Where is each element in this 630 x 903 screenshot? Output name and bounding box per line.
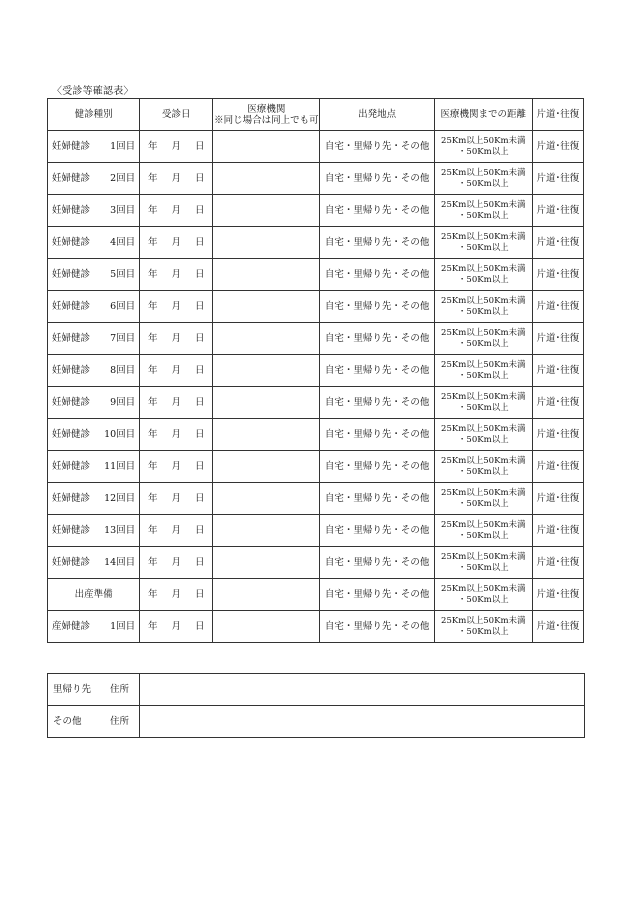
date-cell[interactable] (140, 195, 213, 227)
kind-cell (48, 131, 140, 163)
year-label: 年 (147, 461, 158, 472)
trip-options[interactable]: 片道･往復 (532, 323, 583, 355)
kind-cell (48, 611, 140, 643)
checkup-type: 妊婦健診 (52, 493, 91, 504)
day-label: 日 (194, 333, 205, 344)
distance-option-range: 25Km以上50Km未満 (441, 264, 526, 274)
table-row (48, 291, 584, 323)
day-label: 日 (194, 173, 205, 184)
table-row (48, 227, 584, 259)
distance-option-range: 25Km以上50Km未満 (441, 456, 526, 466)
date-cell[interactable] (140, 131, 213, 163)
checkup-count: 3回目 (110, 205, 136, 216)
distance-options[interactable] (434, 195, 532, 227)
origin-options[interactable]: 自宅・里帰り先・その他 (320, 163, 434, 195)
origin-options[interactable]: 自宅・里帰り先・その他 (320, 419, 434, 451)
year-label: 年 (147, 333, 158, 344)
date-cell[interactable] (140, 387, 213, 419)
table-row (48, 355, 584, 387)
kind-cell (48, 451, 140, 483)
trip-options[interactable]: 片道･往復 (532, 259, 583, 291)
origin-options[interactable]: 自宅・里帰り先・その他 (320, 579, 434, 611)
kind-cell (48, 579, 140, 611)
checkup-type: 妊婦健診 (52, 365, 91, 376)
form-caption: 〈受診等確認表〉 (52, 86, 134, 97)
day-label: 日 (194, 589, 205, 600)
distance-options[interactable] (434, 515, 532, 547)
distance-option-over: ・50Km以上 (457, 274, 509, 285)
day-label: 日 (194, 397, 205, 408)
month-label: 月 (171, 525, 181, 536)
month-label: 月 (171, 141, 181, 152)
month-label: 月 (171, 621, 181, 632)
distance-options[interactable] (434, 291, 532, 323)
table-row (48, 515, 584, 547)
trip-options[interactable]: 片道･往復 (532, 547, 583, 579)
distance-option-range: 25Km以上50Km未満 (441, 360, 526, 370)
origin-options[interactable]: 自宅・里帰り先・その他 (320, 483, 434, 515)
month-label: 月 (171, 397, 181, 408)
date-cell[interactable] (140, 547, 213, 579)
day-label: 日 (194, 525, 205, 536)
header-date: 受診日 (140, 99, 213, 131)
distance-options[interactable] (434, 355, 532, 387)
distance-options[interactable] (434, 259, 532, 291)
facility-cell[interactable] (213, 547, 320, 579)
year-label: 年 (147, 397, 158, 408)
kind-cell (48, 323, 140, 355)
year-label: 年 (147, 365, 158, 376)
trip-options[interactable]: 片道･往復 (532, 419, 583, 451)
month-label: 月 (171, 173, 181, 184)
address-label-cell (48, 674, 140, 706)
distance-options[interactable] (434, 611, 532, 643)
year-label: 年 (147, 621, 158, 632)
address-field-label: 住所 (109, 716, 129, 727)
month-label: 月 (171, 365, 181, 376)
year-label: 年 (147, 237, 158, 248)
distance-option-over: ・50Km以上 (457, 242, 509, 253)
date-cell[interactable] (140, 323, 213, 355)
distance-option-over: ・50Km以上 (457, 626, 509, 637)
kind-cell (48, 355, 140, 387)
distance-option-over: ・50Km以上 (457, 434, 509, 445)
origin-options[interactable]: 自宅・里帰り先・その他 (320, 227, 434, 259)
trip-options[interactable]: 片道･往復 (532, 227, 583, 259)
address-table (47, 673, 585, 738)
day-label: 日 (194, 237, 205, 248)
kind-cell (48, 547, 140, 579)
checkup-type: 妊婦健診 (52, 333, 91, 344)
distance-options[interactable] (434, 483, 532, 515)
table-row (48, 451, 584, 483)
address-label: 里帰り先 (53, 684, 92, 695)
address-input-home[interactable] (140, 674, 585, 706)
facility-cell[interactable] (213, 291, 320, 323)
checkup-type: 妊婦健診 (52, 557, 91, 568)
distance-option-over: ・50Km以上 (457, 562, 509, 573)
distance-options[interactable] (434, 451, 532, 483)
distance-option-range: 25Km以上50Km未満 (441, 296, 526, 306)
date-cell[interactable] (140, 355, 213, 387)
distance-option-over: ・50Km以上 (457, 498, 509, 509)
distance-option-range: 25Km以上50Km未満 (441, 616, 526, 626)
checkup-count: 10回目 (104, 429, 136, 440)
checkup-type: 出産準備 (74, 589, 113, 600)
day-label: 日 (194, 141, 205, 152)
day-label: 日 (194, 365, 205, 376)
year-label: 年 (147, 173, 158, 184)
distance-options[interactable] (434, 131, 532, 163)
facility-cell[interactable] (213, 227, 320, 259)
month-label: 月 (171, 429, 181, 440)
month-label: 月 (171, 461, 181, 472)
checkup-type: 妊婦健診 (52, 205, 91, 216)
trip-options[interactable]: 片道･往復 (532, 515, 583, 547)
table-row (48, 131, 584, 163)
year-label: 年 (147, 429, 158, 440)
header-facility (213, 99, 320, 131)
date-cell[interactable] (140, 579, 213, 611)
month-label: 月 (171, 333, 181, 344)
year-label: 年 (147, 141, 158, 152)
distance-options[interactable] (434, 227, 532, 259)
facility-cell[interactable] (213, 131, 320, 163)
checkup-count: 4回目 (110, 237, 136, 248)
distance-option-range: 25Km以上50Km未満 (441, 392, 526, 402)
table-row (48, 387, 584, 419)
distance-option-range: 25Km以上50Km未満 (441, 488, 526, 498)
date-cell[interactable] (140, 419, 213, 451)
kind-cell (48, 291, 140, 323)
date-cell[interactable] (140, 291, 213, 323)
checkup-type: 妊婦健診 (52, 397, 91, 408)
facility-cell[interactable] (213, 483, 320, 515)
origin-options[interactable]: 自宅・里帰り先・その他 (320, 547, 434, 579)
checkup-type: 妊婦健診 (52, 525, 91, 536)
trip-options[interactable]: 片道･往復 (532, 131, 583, 163)
distance-option-over: ・50Km以上 (457, 210, 509, 221)
distance-options[interactable] (434, 547, 532, 579)
trip-options[interactable]: 片道･往復 (532, 387, 583, 419)
trip-options[interactable]: 片道･往復 (532, 451, 583, 483)
facility-cell[interactable] (213, 579, 320, 611)
checkup-count: 9回目 (110, 397, 136, 408)
distance-options[interactable] (434, 163, 532, 195)
facility-cell[interactable] (213, 387, 320, 419)
day-label: 日 (194, 269, 205, 280)
facility-cell[interactable] (213, 515, 320, 547)
origin-options[interactable]: 自宅・里帰り先・その他 (320, 451, 434, 483)
distance-option-range: 25Km以上50Km未満 (441, 136, 526, 146)
kind-cell (48, 259, 140, 291)
distance-option-range: 25Km以上50Km未満 (441, 232, 526, 242)
header-facility-title: 医療機関 (247, 103, 286, 115)
table-row (48, 611, 584, 643)
address-row-other (48, 706, 585, 738)
checkup-type: 妊婦健診 (52, 237, 91, 248)
distance-option-range: 25Km以上50Km未満 (441, 200, 526, 210)
month-label: 月 (171, 237, 181, 248)
distance-option-range: 25Km以上50Km未満 (441, 552, 526, 562)
checkup-type: 妊婦健診 (52, 461, 91, 472)
month-label: 月 (171, 557, 181, 568)
address-input-other[interactable] (140, 706, 585, 738)
year-label: 年 (147, 525, 158, 536)
checkup-count: 1回目 (110, 141, 136, 152)
checkup-count: 12回目 (104, 493, 136, 504)
trip-options[interactable]: 片道･往復 (532, 163, 583, 195)
distance-option-over: ・50Km以上 (457, 466, 509, 477)
year-label: 年 (147, 589, 158, 600)
distance-option-over: ・50Km以上 (457, 338, 509, 349)
day-label: 日 (194, 493, 205, 504)
table-row (48, 259, 584, 291)
facility-cell[interactable] (213, 451, 320, 483)
distance-options[interactable] (434, 579, 532, 611)
month-label: 月 (171, 493, 181, 504)
distance-option-range: 25Km以上50Km未満 (441, 168, 526, 178)
month-label: 月 (171, 589, 181, 600)
distance-option-over: ・50Km以上 (457, 530, 509, 541)
checkup-count: 5回目 (110, 269, 136, 280)
checkup-count: 13回目 (104, 525, 136, 536)
table-row (48, 163, 584, 195)
day-label: 日 (194, 301, 205, 312)
kind-cell (48, 515, 140, 547)
checkup-count: 8回目 (110, 365, 136, 376)
distance-option-range: 25Km以上50Km未満 (441, 424, 526, 434)
trip-options[interactable]: 片道･往復 (532, 483, 583, 515)
year-label: 年 (147, 269, 158, 280)
checkup-count: 6回目 (110, 301, 136, 312)
date-cell[interactable] (140, 451, 213, 483)
kind-cell (48, 387, 140, 419)
date-cell[interactable] (140, 227, 213, 259)
date-cell[interactable] (140, 163, 213, 195)
origin-options[interactable]: 自宅・里帰り先・その他 (320, 291, 434, 323)
table-row (48, 323, 584, 355)
address-row-home (48, 674, 585, 706)
kind-cell (48, 419, 140, 451)
year-label: 年 (147, 205, 158, 216)
distance-options[interactable] (434, 419, 532, 451)
table-row (48, 547, 584, 579)
checkup-count: 11回目 (104, 461, 136, 472)
kind-cell (48, 163, 140, 195)
origin-options[interactable]: 自宅・里帰り先・その他 (320, 611, 434, 643)
origin-options[interactable]: 自宅・里帰り先・その他 (320, 323, 434, 355)
distance-option-over: ・50Km以上 (457, 306, 509, 317)
facility-cell[interactable] (213, 355, 320, 387)
distance-options[interactable] (434, 323, 532, 355)
header-kind: 健診種別 (48, 99, 140, 131)
facility-cell[interactable] (213, 195, 320, 227)
month-label: 月 (171, 205, 181, 216)
month-label: 月 (171, 269, 181, 280)
checkup-type: 妊婦健診 (52, 173, 91, 184)
facility-cell[interactable] (213, 611, 320, 643)
address-field-label: 住所 (109, 684, 129, 695)
table-row (48, 579, 584, 611)
day-label: 日 (194, 429, 205, 440)
header-facility-note: ※同じ場合は同上でも可 (214, 114, 319, 126)
distance-option-over: ・50Km以上 (457, 370, 509, 381)
distance-option-over: ・50Km以上 (457, 146, 509, 157)
distance-option-over: ・50Km以上 (457, 178, 509, 189)
checkup-type: 妊婦健診 (52, 429, 91, 440)
origin-options[interactable]: 自宅・里帰り先・その他 (320, 195, 434, 227)
kind-cell (48, 227, 140, 259)
origin-options[interactable]: 自宅・里帰り先・その他 (320, 131, 434, 163)
trip-options[interactable]: 片道･往復 (532, 579, 583, 611)
distance-option-range: 25Km以上50Km未満 (441, 584, 526, 594)
origin-options[interactable]: 自宅・里帰り先・その他 (320, 355, 434, 387)
header-row (48, 99, 584, 131)
date-cell[interactable] (140, 611, 213, 643)
day-label: 日 (194, 621, 205, 632)
distance-option-over: ・50Km以上 (457, 594, 509, 605)
kind-cell (48, 483, 140, 515)
month-label: 月 (171, 301, 181, 312)
table-row (48, 195, 584, 227)
facility-cell[interactable] (213, 259, 320, 291)
checkup-type: 産婦健診 (52, 621, 91, 632)
trip-options[interactable]: 片道･往復 (532, 195, 583, 227)
year-label: 年 (147, 301, 158, 312)
checkup-count: 2回目 (110, 173, 136, 184)
year-label: 年 (147, 557, 158, 568)
checkup-type: 妊婦健診 (52, 269, 91, 280)
table-row (48, 419, 584, 451)
origin-options[interactable]: 自宅・里帰り先・その他 (320, 259, 434, 291)
table-row (48, 483, 584, 515)
distance-option-range: 25Km以上50Km未満 (441, 520, 526, 530)
date-cell[interactable] (140, 259, 213, 291)
facility-cell[interactable] (213, 419, 320, 451)
trip-options[interactable]: 片道･往復 (532, 611, 583, 643)
origin-options[interactable]: 自宅・里帰り先・その他 (320, 515, 434, 547)
day-label: 日 (194, 205, 205, 216)
header-origin: 出発地点 (320, 99, 434, 131)
header-distance: 医療機関までの距離 (434, 99, 532, 131)
day-label: 日 (194, 461, 205, 472)
checkup-count: 1回目 (110, 621, 136, 632)
date-cell[interactable] (140, 515, 213, 547)
checkup-table (47, 98, 584, 643)
checkup-type: 妊婦健診 (52, 141, 91, 152)
distance-option-range: 25Km以上50Km未満 (441, 328, 526, 338)
checkup-count: 7回目 (110, 333, 136, 344)
origin-options[interactable]: 自宅・里帰り先・その他 (320, 387, 434, 419)
trip-options[interactable]: 片道･往復 (532, 291, 583, 323)
checkup-type: 妊婦健診 (52, 301, 91, 312)
distance-options[interactable] (434, 387, 532, 419)
facility-cell[interactable] (213, 163, 320, 195)
kind-cell (48, 195, 140, 227)
year-label: 年 (147, 493, 158, 504)
header-trip: 片道･往復 (532, 99, 583, 131)
day-label: 日 (194, 557, 205, 568)
distance-option-over: ・50Km以上 (457, 402, 509, 413)
address-label: その他 (53, 716, 82, 727)
address-label-cell (48, 706, 140, 738)
facility-cell[interactable] (213, 323, 320, 355)
date-cell[interactable] (140, 483, 213, 515)
trip-options[interactable]: 片道･往復 (532, 355, 583, 387)
checkup-count: 14回目 (104, 557, 136, 568)
